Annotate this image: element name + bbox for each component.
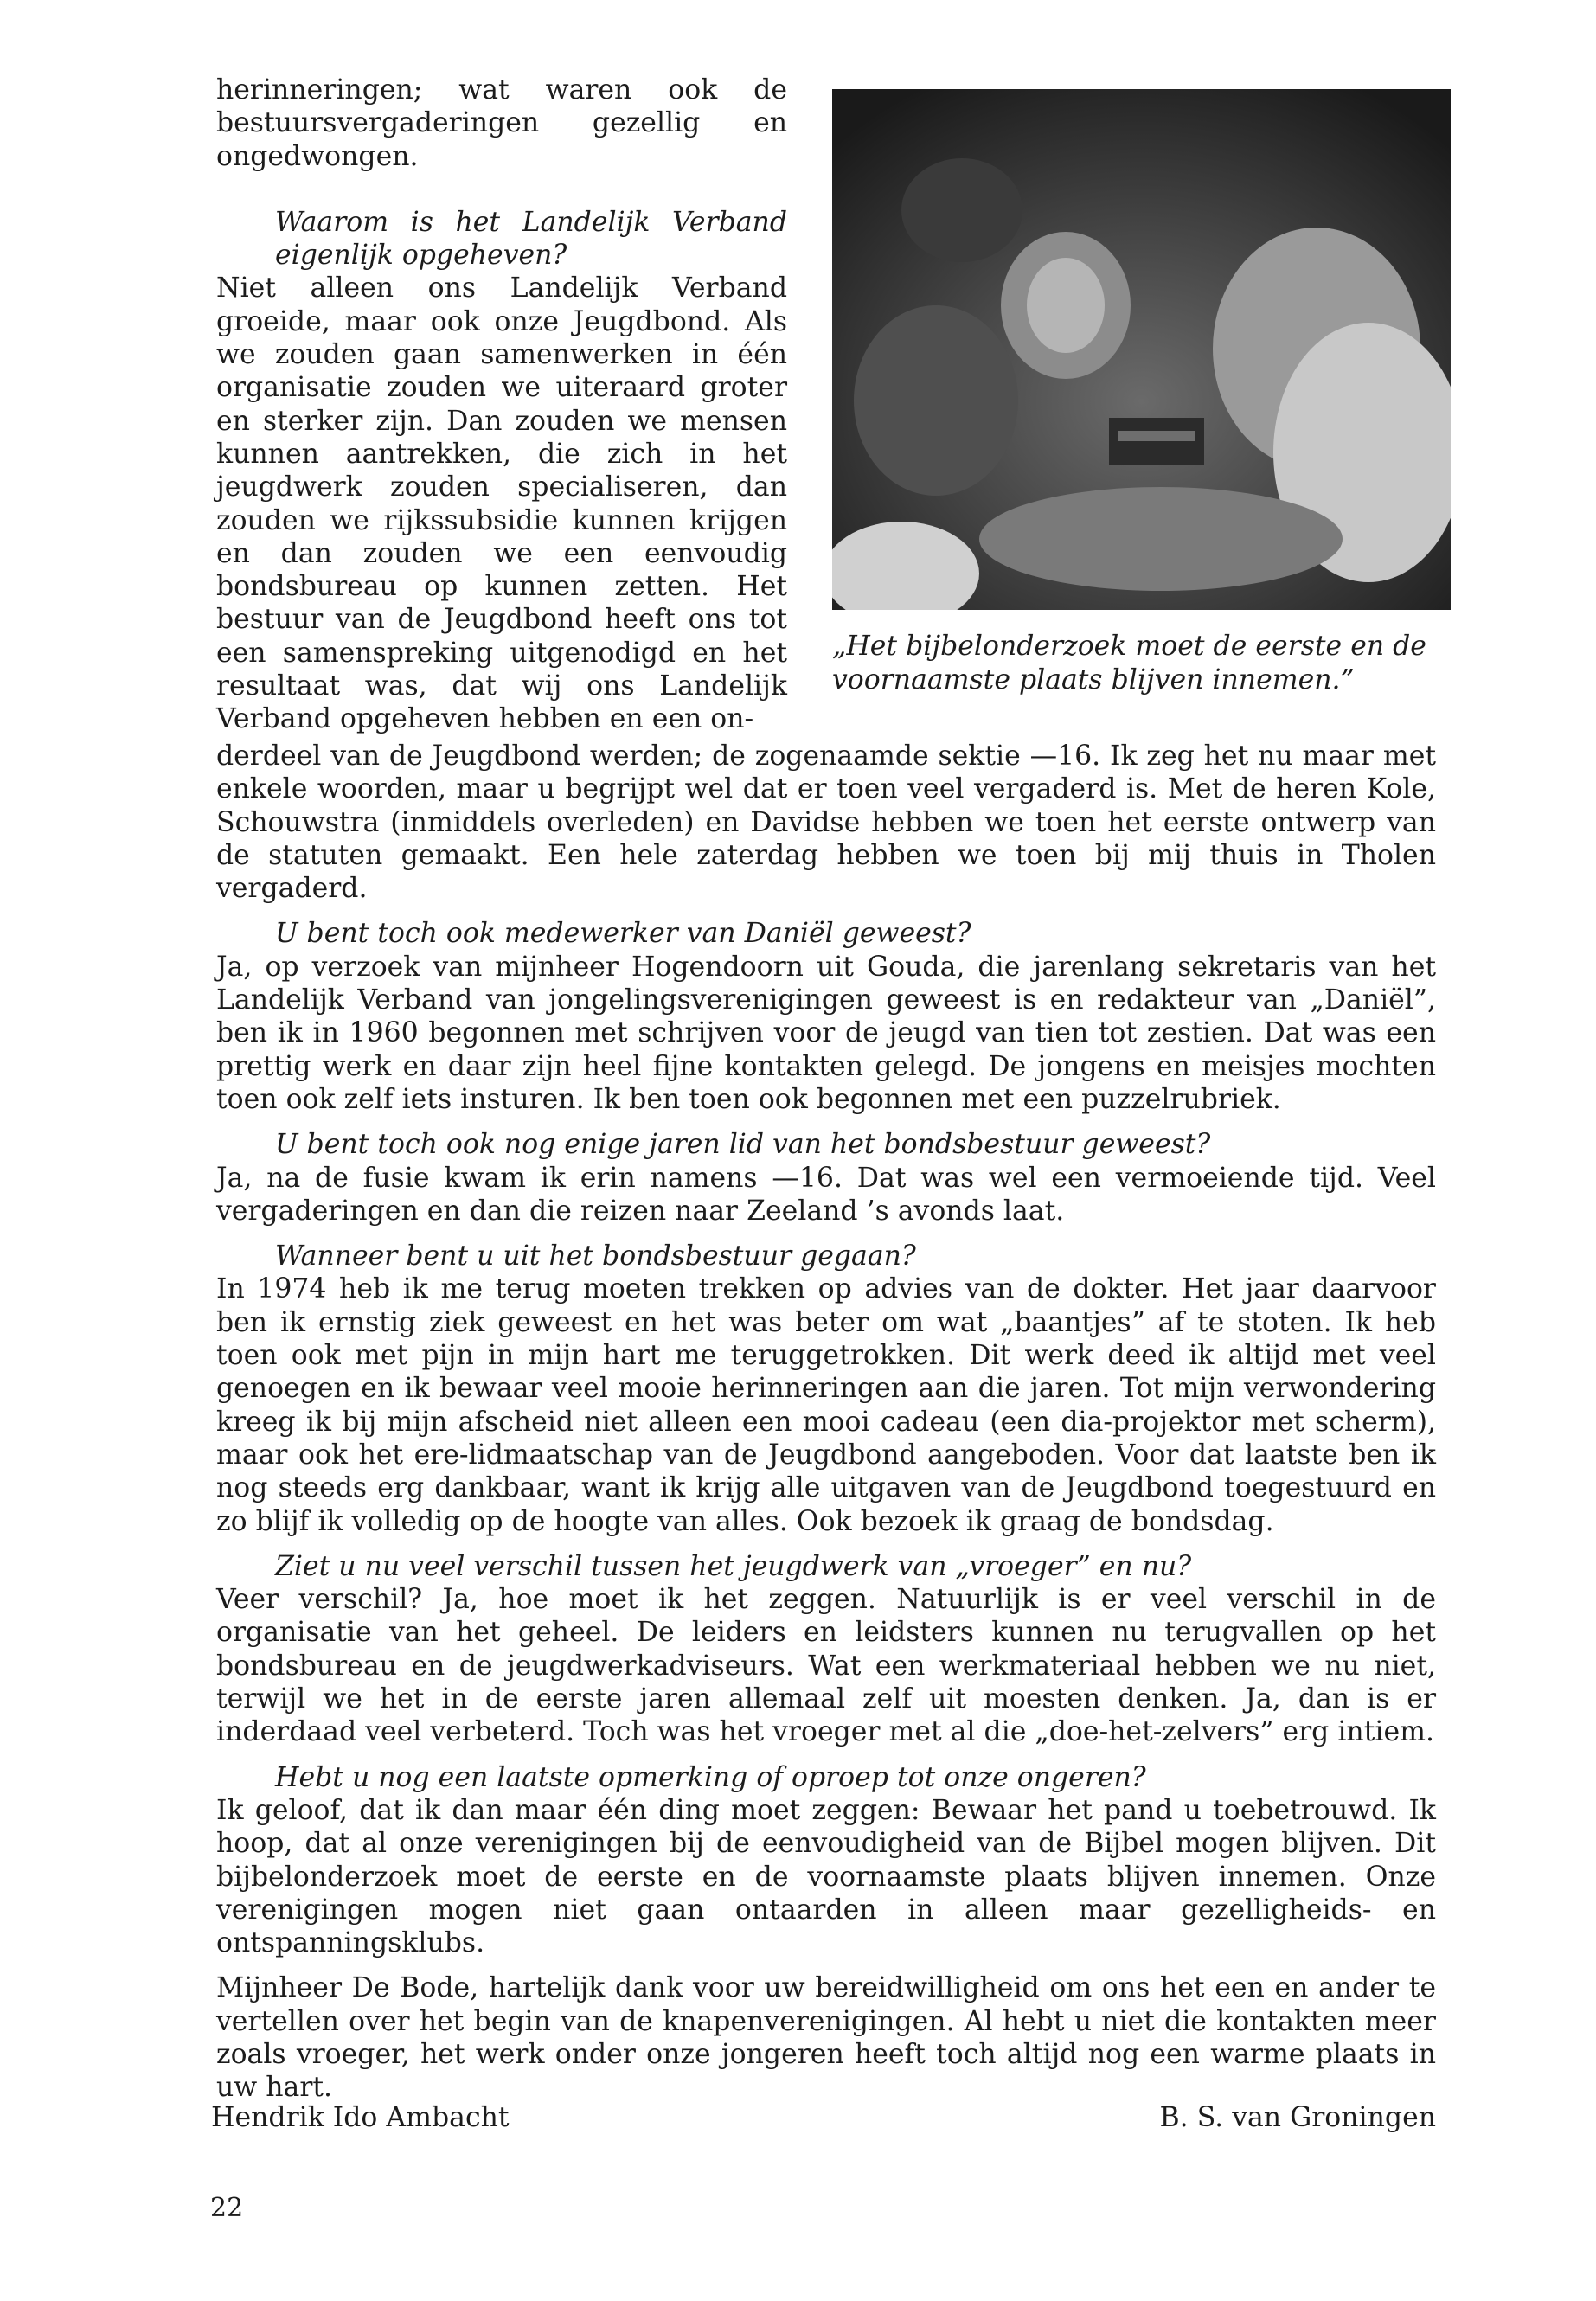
interview-question: Ziet u nu veel verschil tussen het jeugdwerk van „vroeger” en nu? (275, 1550, 1192, 1582)
paragraph: In 1974 heb ik me terug moeten trekken op advies van de dokter. Het jaar daarvoor ben ik ernstig ziek geweest en het was beter om wat „baantjes” af te stoten. Ik heb toen ook met pijn in mijn hart me teruggetrokken. Dit werk deed ik altijd met veel genoegen en ik bewaar veel mooie herinneringen aan die jaren. Tot mijn verwondering kreeg ik bij mijn afscheid niet alleen een mooi cadeau (een dia-projektor met scherm), maar ook het ere-lidmaatschap van de Jeugdbond aangeboden. Voor dat laatste ben ik nog steeds erg dankbaar, want ik krijg alle uitgaven van de Jeugdbond toegestuurd en zo blijf ik volledig op de hoogte van alles. Ook bezoek ik graag de bondsdag. (216, 1273, 1436, 1537)
paragraph: Ja, op verzoek van mijnheer Hogendoorn uit Gouda, die jarenlang sekretaris van het Landelijk Verband van jongelingsverenigingen geweest is en redakteur van „Daniël”, ben ik in 1960 begonnen met schrijven voor de jeugd van tien tot zestien. Dat was een prettig werk en daar zijn heel fijne kontakten gelegd. De jongens en meisjes mochten toen ook zelf iets insturen. Ik ben toen ook begonnen met een puzzelrubriek. (216, 951, 1436, 1115)
interview-question: U bent toch ook medewerker van Daniël geweest? (275, 918, 971, 950)
interview-question: Wanneer bent u uit het bondsbestuur gegaan? (275, 1240, 916, 1272)
photo-children-bible-study (832, 89, 1451, 610)
left-column (216, 74, 787, 736)
full-width-text (216, 740, 1436, 2105)
signature-place: Hendrik Ido Ambacht (211, 2102, 510, 2133)
paragraph: herinneringen; wat waren ook de bestuursvergaderingen gezellig en ongedwongen. (216, 74, 787, 172)
interview-question: U bent toch ook nog enige jaren lid van het bondsbestuur geweest? (275, 1129, 1211, 1161)
paragraph: Ja, na de fusie kwam ik erin namens —16. Dat was wel een vermoeiende tijd. Veel vergaderingen en dan die reizen naar Zeeland ’s avonds laat. (216, 1162, 1436, 1227)
interview-question: Waarom is het Landelijk Verband eigenlijk opgeheven? (275, 206, 787, 272)
signature-author: B. S. van Groningen (1159, 2102, 1436, 2133)
photo-caption: „Het bijbelonderzoek moet de eerste en de voornaamste plaats blijven innemen.” (832, 631, 1426, 695)
page-number: 22 (210, 2193, 244, 2223)
interview-question: Hebt u nog een laatste opmerking of oproep tot onze ongeren? (275, 1761, 1146, 1793)
closing-paragraph: Mijnheer De Bode, hartelijk dank voor uw bereidwilligheid om ons het een en ander te vertellen over het begin van de knapenverenigingen. Al hebt u niet die kontakten meer zoals vroeger, het werk onder onze jongeren heeft toch altijd nog een warme plaats in uw hart. (216, 1972, 1436, 2104)
paragraph: Veer verschil? Ja, hoe moet ik het zeggen. Natuurlijk is er veel verschil in de organisatie van het geheel. De leiders en leidsters kunnen nu terugvallen op het bondsbureau en de jeugdwerkadviseurs. Wat een werkmateriaal hebben we nu niet, terwijl we het in de eerste jaren allemaal zelf uit moesten denken. Ja, dan is er inderdaad veel verbeterd. Toch was het vroeger met al die „doe-het-zelvers” erg intiem. (216, 1584, 1436, 1748)
paragraph: Niet alleen ons Landelijk Verband groeide, maar ook onze Jeugdbond. Als we zouden gaan samenwerken in één organisatie zouden we uiteraard groter en sterker zijn. Dan zouden we mensen kunnen aantrekken, die zich in het jeugdwerk zouden specialiseren, dan zouden we rijkssubsidie kunnen krijgen en dan zouden we een eenvoudig bondsbureau op kunnen zetten. Het bestuur van de Jeugdbond heeft ons tot een samenspreking uitgenodigd en het resultaat was, dat wij ons Landelijk Verband opgeheven hebben en een on- (216, 272, 787, 735)
paragraph: Ik geloof, dat ik dan maar één ding moet zeggen: Bewaar het pand u toebetrouwd. Ik hoop, dat al onze verenigingen bij de eenvoudigheid van de Bijbel mogen blijven. Dit bijbelonderzoek moet de eerste en de voornaamste plaats blijven innemen. Onze verenigingen mogen niet gaan ontaarden in alleen maar gezelligheids- en ontspanningsklubs. (216, 1794, 1436, 1959)
paragraph: derdeel van de Jeugdbond werden; de zogenaamde sektie —16. Ik zeg het nu maar met enkele woorden, maar u begrijpt wel dat er toen veel vergaderd is. Met de heren Kole, Schouwstra (inmiddels overleden) en Davidse hebben we toen het eerste ontwerp van de statuten gemaakt. Een hele zaterdag hebben we toen bij mij thuis in Tholen vergaderd. (216, 740, 1436, 905)
photo-image (832, 89, 1451, 610)
